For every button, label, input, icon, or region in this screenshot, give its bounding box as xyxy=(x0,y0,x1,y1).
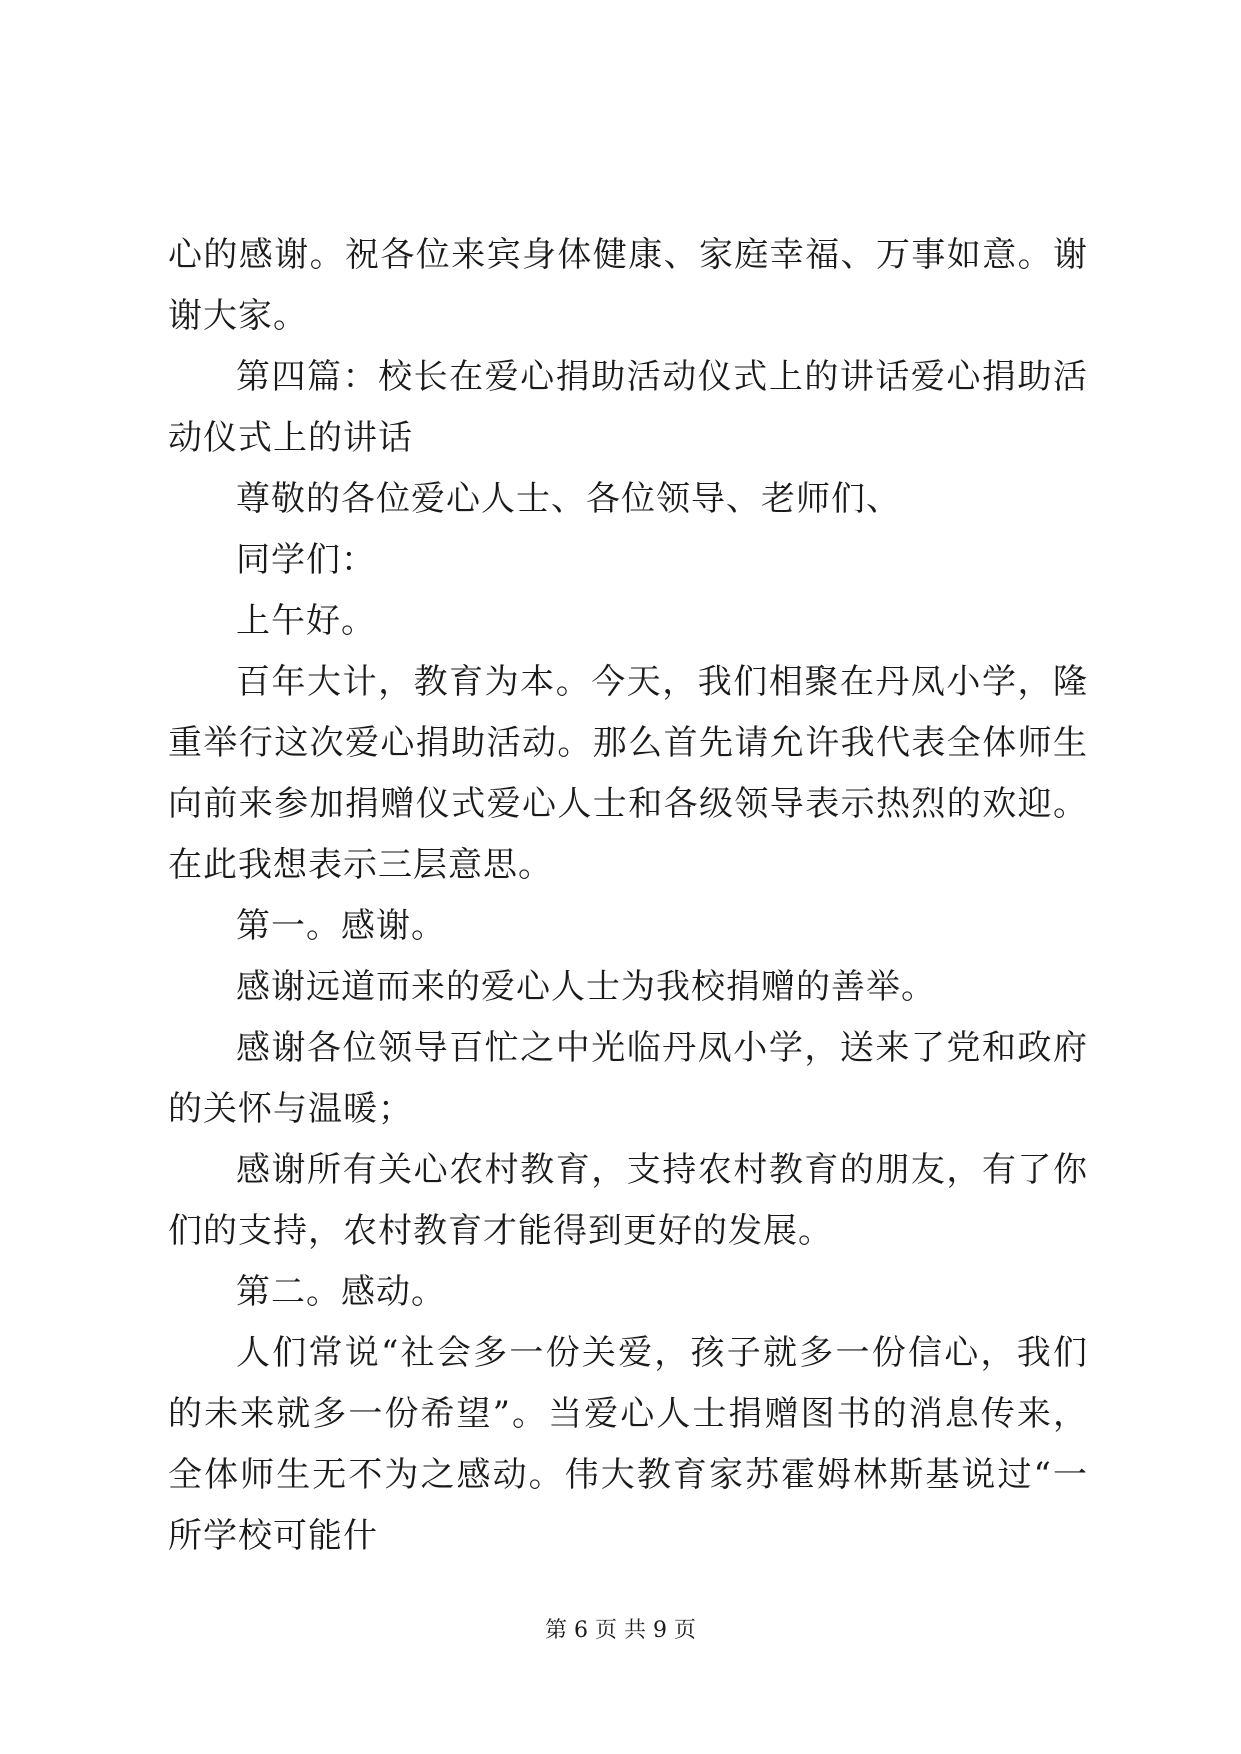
paragraph-10: 感谢所有关心农村教育，支持农村教育的朋友，有了你们的支持，农村教育才能得到更好的发展。 xyxy=(168,1150,1088,1251)
paragraph-4: 同学们： xyxy=(236,540,376,580)
paragraph-3: 尊敬的各位爱心人士、各位领导、老师们、 xyxy=(236,479,901,519)
paragraph-1: 心的感谢。祝各位来宾身体健康、家庭幸福、万事如意。谢谢大家。 xyxy=(168,235,1088,336)
paragraph-5: 上午好。 xyxy=(236,601,376,641)
document-body xyxy=(168,225,1088,1585)
paragraph-6: 百年大计，教育为本。今天，我们相聚在丹凤小学，隆重举行这次爱心捐助活动。那么首先请允许我代表全体师生向前来参加捐赠仪式爱心人士和各级领导表示热烈的欢迎。在此我想表示三层意思。 xyxy=(168,662,1088,885)
paragraph-7: 第一。感谢。 xyxy=(236,906,446,946)
paragraph-12: 人们常说“社会多一份关爱，孩子就多一份信心，我们的未来就多一份希望”。当爱心人士捐赠图书的消息传来，全体师生无不为之感动。伟大教育家苏霍姆林斯基说过“一所学校可能什 xyxy=(168,1333,1088,1556)
paragraph-11: 第二。感动。 xyxy=(236,1272,446,1312)
paragraph-8: 感谢远道而来的爱心人士为我校捐赠的善举。 xyxy=(236,967,936,1007)
page-number-footer: 第 6 页 共 9 页 xyxy=(545,1618,696,1643)
paragraph-2: 第四篇：校长在爱心捐助活动仪式上的讲话爱心捐助活动仪式上的讲话 xyxy=(168,357,1088,458)
paragraph-9: 感谢各位领导百忙之中光临丹凤小学，送来了党和政府的关怀与温暖； xyxy=(168,1028,1088,1129)
